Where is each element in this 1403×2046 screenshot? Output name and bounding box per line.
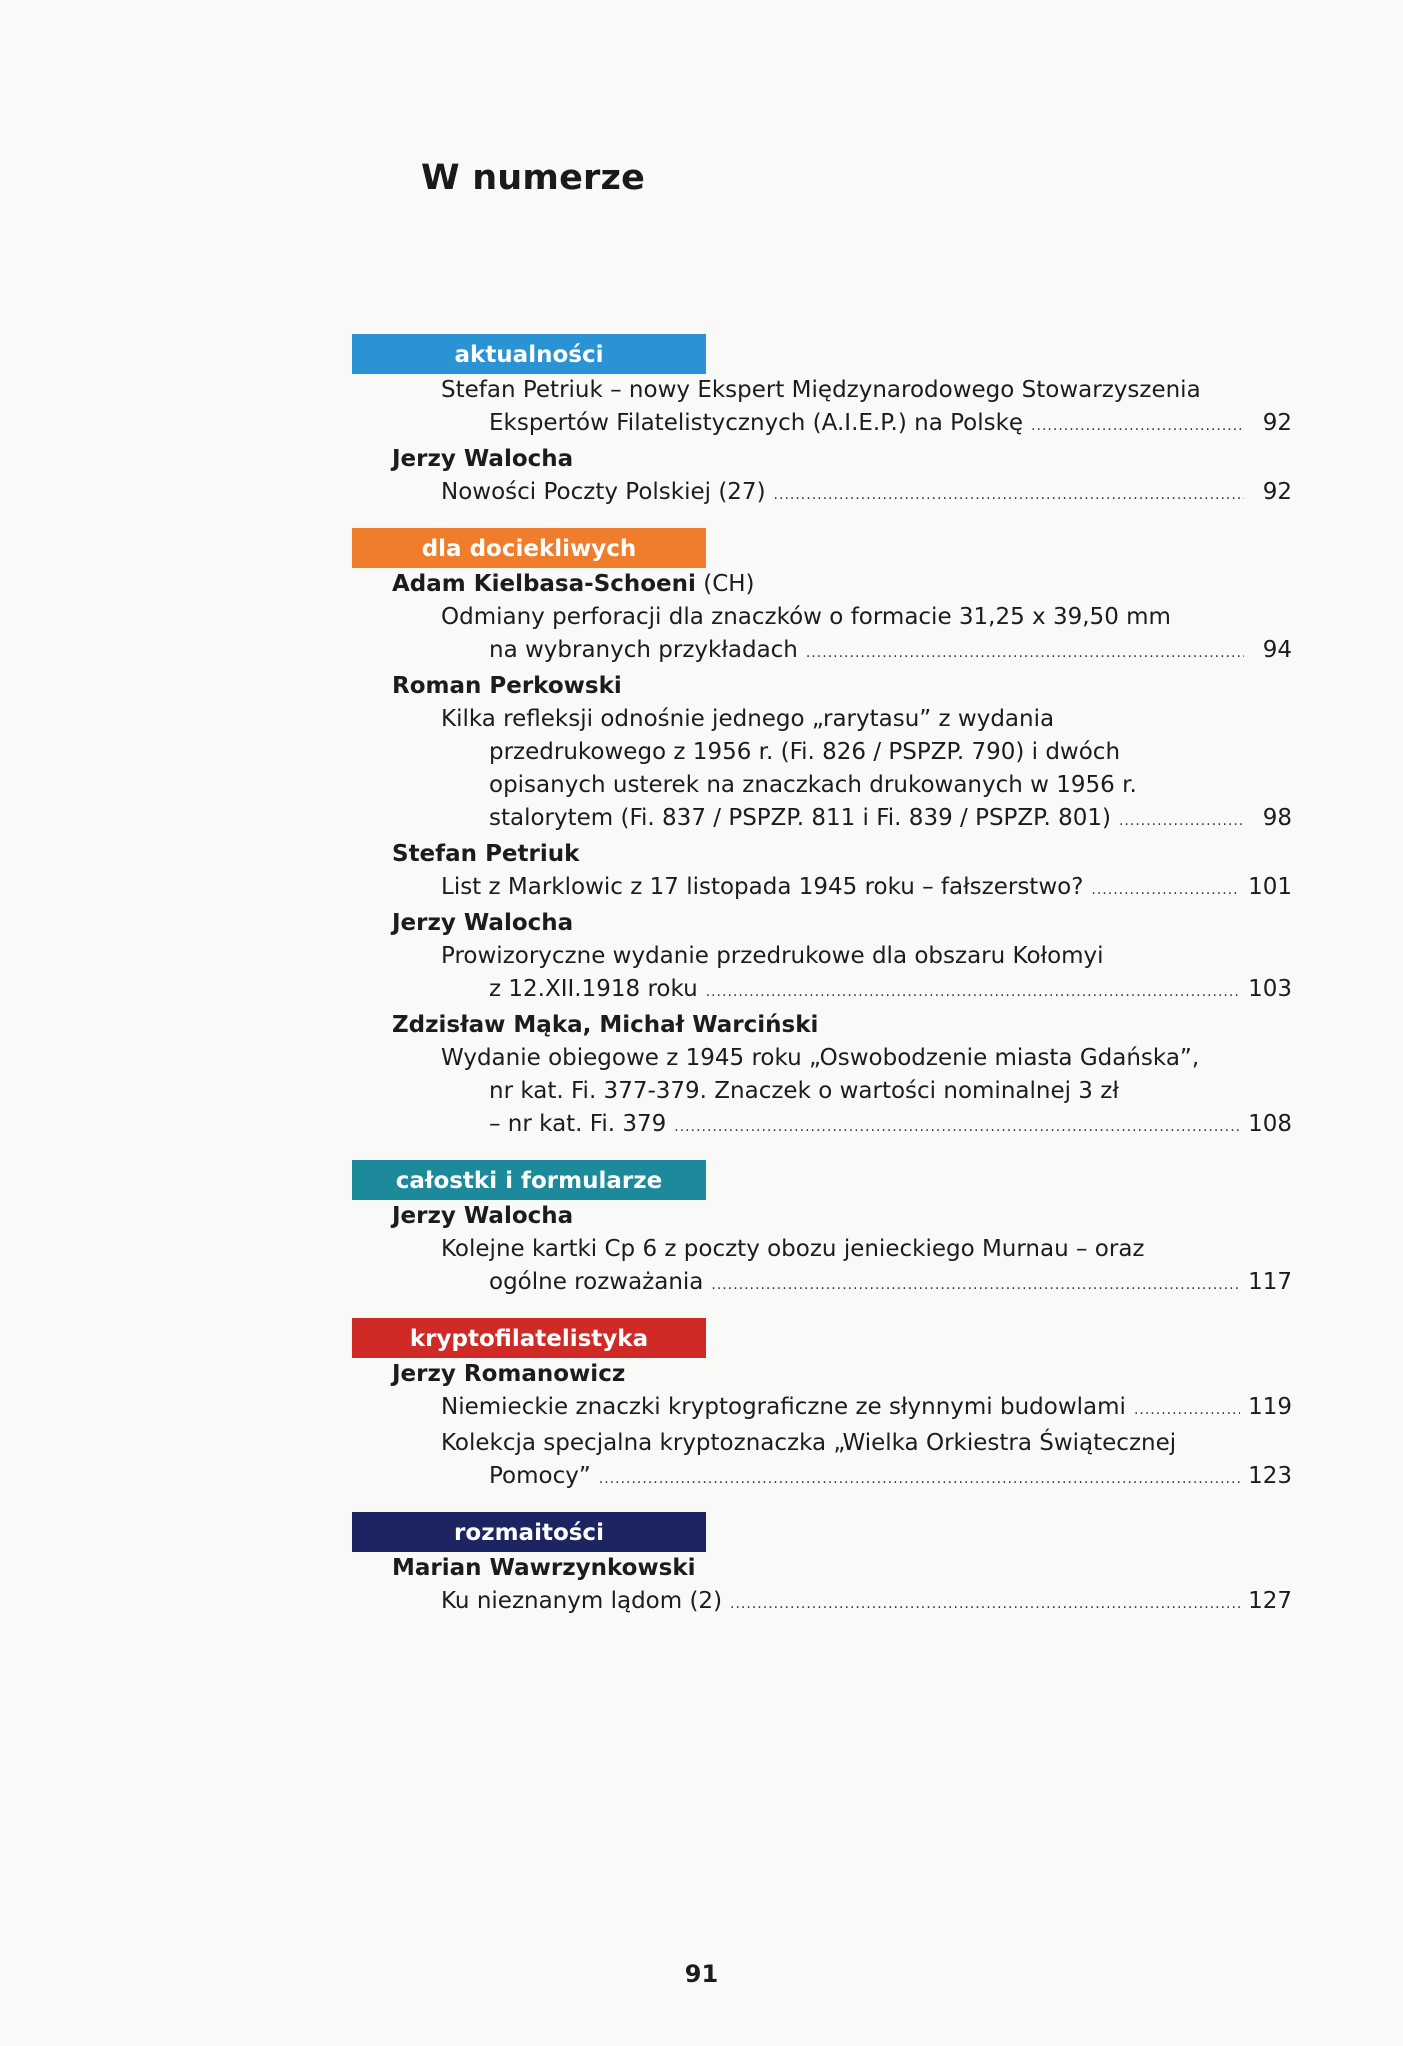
entry-page-number: 92 xyxy=(1262,479,1292,505)
entry-title-line: Kolekcja specjalna kryptoznaczka „Wielka Orkiestra Świątecznej xyxy=(441,1430,1177,1456)
entry-title-line: przedrukowego z 1956 r. (Fi. 826 / PSPZP. 790) i dwóch xyxy=(489,739,1121,765)
entry-title-line: Ku nieznanym lądom (2) xyxy=(441,1588,723,1614)
dot-leader xyxy=(1091,871,1240,907)
entry-page-number: 117 xyxy=(1248,1269,1292,1295)
page-title: W numerze xyxy=(421,158,646,198)
author-name: Jerzy Walocha xyxy=(392,910,574,936)
entry-page-number: 103 xyxy=(1248,976,1292,1002)
toc-entry[interactable] xyxy=(352,1585,1292,1621)
toc-entry[interactable] xyxy=(352,1233,1292,1302)
section-header: całostki i formularze xyxy=(352,1160,706,1200)
entry-title-line: Kilka refleksji odnośnie jednego „rarytasu” z wydania xyxy=(441,706,1055,732)
dot-leader xyxy=(674,1108,1240,1144)
entry-title-line: opisanych usterek na znaczkach drukowanych w 1956 r. xyxy=(489,772,1137,798)
entry-title-line: ogólne rozważania xyxy=(489,1269,704,1295)
toc-entry[interactable] xyxy=(352,1427,1292,1496)
entry-title-line: Stefan Petriuk – nowy Ekspert Międzynarodowego Stowarzyszenia xyxy=(441,377,1201,403)
author-name: Roman Perkowski xyxy=(392,673,622,699)
section-header: dla dociekliwych xyxy=(352,528,706,568)
toc-section xyxy=(352,528,1292,1144)
section-header: aktualności xyxy=(352,334,706,374)
article-author xyxy=(352,838,1292,871)
author-name: Jerzy Romanowicz xyxy=(392,1361,626,1387)
article-author xyxy=(352,1358,1292,1391)
entry-page-number: 127 xyxy=(1248,1588,1292,1614)
entry-title-line: Ekspertów Filatelistycznych (A.I.E.P.) na Polskę xyxy=(489,410,1024,436)
dot-leader xyxy=(1119,802,1244,838)
page-number: 91 xyxy=(684,1960,719,1988)
dot-leader xyxy=(730,1585,1240,1621)
toc-entry[interactable] xyxy=(352,1391,1292,1427)
toc-entry[interactable] xyxy=(352,703,1292,838)
toc-section xyxy=(352,1512,1292,1621)
author-name: Zdzisław Mąka, Michał Warciński xyxy=(392,1012,819,1038)
article-author xyxy=(352,568,1292,601)
entry-title-line: z 12.XII.1918 roku xyxy=(489,976,698,1002)
entry-page-number: 108 xyxy=(1248,1111,1292,1137)
entry-page-number: 123 xyxy=(1248,1463,1292,1489)
entry-title-line: nr kat. Fi. 377-379. Znaczek o wartości nominalnej 3 zł xyxy=(489,1078,1119,1104)
toc-entry[interactable] xyxy=(352,871,1292,907)
entry-title-line: Nowości Poczty Polskiej (27) xyxy=(441,479,766,505)
author-name: Jerzy Walocha xyxy=(392,1203,574,1229)
entry-title-line: Prowizoryczne wydanie przedrukowe dla obszaru Kołomyi xyxy=(441,943,1104,969)
entry-title-line: na wybranych przykładach xyxy=(489,637,798,663)
toc-section xyxy=(352,1160,1292,1302)
author-country-note: (CH) xyxy=(695,571,755,597)
entry-page-number: 92 xyxy=(1262,410,1292,436)
section-header: rozmaitości xyxy=(352,1512,706,1552)
article-author xyxy=(352,1009,1292,1042)
entry-title-line: – nr kat. Fi. 379 xyxy=(489,1111,667,1137)
dot-leader xyxy=(711,1266,1240,1302)
article-author xyxy=(352,1200,1292,1233)
author-name: Jerzy Walocha xyxy=(392,446,574,472)
entry-title-line: Kolejne kartki Cp 6 z poczty obozu jenieckiego Murnau – oraz xyxy=(441,1236,1145,1262)
entry-page-number: 101 xyxy=(1248,874,1292,900)
dot-leader xyxy=(706,973,1240,1009)
entry-page-number: 98 xyxy=(1262,805,1292,831)
entry-title-line: Pomocy” xyxy=(489,1463,591,1489)
dot-leader xyxy=(1134,1391,1240,1427)
toc-section xyxy=(352,334,1292,512)
toc-section xyxy=(352,1318,1292,1496)
author-name: Marian Wawrzynkowski xyxy=(392,1555,696,1581)
toc-entry[interactable] xyxy=(352,1042,1292,1144)
dot-leader xyxy=(774,476,1244,512)
article-author xyxy=(352,1552,1292,1585)
author-name: Stefan Petriuk xyxy=(392,841,580,867)
article-author xyxy=(352,670,1292,703)
article-author xyxy=(352,907,1292,940)
dot-leader xyxy=(599,1460,1240,1496)
entry-title-line: List z Marklowic z 17 listopada 1945 roku – fałszerstwo? xyxy=(441,874,1084,900)
entry-title-line: Odmiany perforacji dla znaczków o formacie 31,25 x 39,50 mm xyxy=(441,604,1171,630)
article-author xyxy=(352,443,1292,476)
dot-leader xyxy=(806,634,1244,670)
entry-title-line: Niemieckie znaczki kryptograficzne ze słynnymi budowlami xyxy=(441,1394,1126,1420)
toc-entry[interactable] xyxy=(352,601,1292,670)
table-of-contents xyxy=(352,334,1292,1621)
entry-title-line: Wydanie obiegowe z 1945 roku „Oswobodzenie miasta Gdańska”, xyxy=(441,1045,1200,1071)
entry-title-line: stalorytem (Fi. 837 / PSPZP. 811 i Fi. 839 / PSPZP. 801) xyxy=(489,805,1111,831)
entry-page-number: 94 xyxy=(1262,637,1292,663)
toc-entry[interactable] xyxy=(352,374,1292,443)
dot-leader xyxy=(1031,407,1244,443)
section-header: kryptofilatelistyka xyxy=(352,1318,706,1358)
toc-entry[interactable] xyxy=(352,476,1292,512)
entry-page-number: 119 xyxy=(1248,1394,1292,1420)
toc-entry[interactable] xyxy=(352,940,1292,1009)
author-name: Adam Kielbasa-Schoeni xyxy=(392,571,696,597)
